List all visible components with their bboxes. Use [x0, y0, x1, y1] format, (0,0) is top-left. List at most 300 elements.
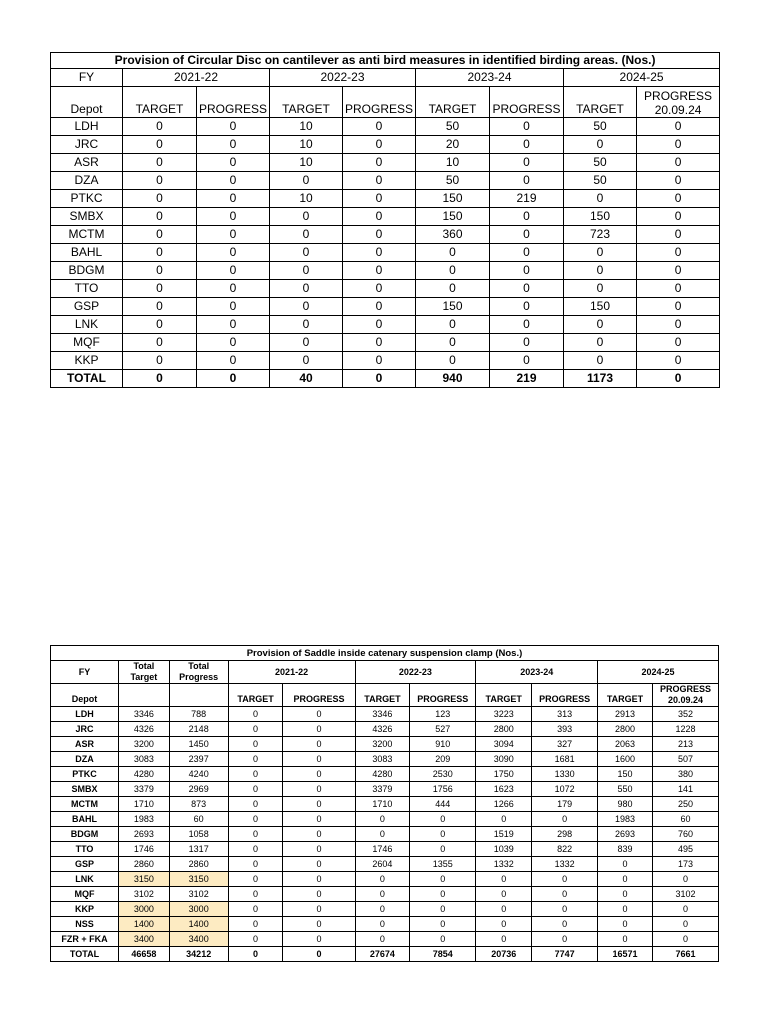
total-value-cell: 0: [283, 947, 355, 962]
total-value-cell: 0: [637, 370, 720, 388]
value-cell: 4326: [355, 722, 410, 737]
value-cell: 0: [637, 262, 720, 280]
depot-name-cell: MQF: [51, 334, 123, 352]
table1-progress-header: PROGRESS: [197, 87, 270, 118]
table-row: [51, 118, 720, 136]
value-cell: 0: [532, 902, 598, 917]
depot-name-cell: KKP: [51, 352, 123, 370]
value-cell: 150: [564, 298, 637, 316]
table-row: [51, 887, 719, 902]
value-cell: 0: [564, 334, 637, 352]
value-cell: 0: [637, 190, 720, 208]
value-cell: 2604: [355, 857, 410, 872]
table1-last-progress-header: PROGRESS 20.09.24: [637, 87, 720, 118]
total-label-cell: TOTAL: [51, 947, 119, 962]
value-cell: 0: [123, 316, 197, 334]
value-cell: 444: [410, 797, 476, 812]
table2-progress-header: PROGRESS: [410, 684, 476, 707]
table2-year-2: 2022-23: [355, 661, 476, 684]
depot-name-cell: GSP: [51, 857, 119, 872]
depot-name-cell: BAHL: [51, 244, 123, 262]
value-cell: 0: [228, 917, 283, 932]
table2-title: Provision of Saddle inside catenary suspension clamp (Nos.): [51, 646, 719, 661]
value-cell: 0: [197, 244, 270, 262]
value-cell: 3200: [119, 737, 170, 752]
table2-total-progress-header: Total Progress: [169, 661, 228, 684]
depot-name-cell: ASR: [51, 737, 119, 752]
value-cell: 10: [270, 154, 343, 172]
table-row: [51, 280, 720, 298]
value-cell: 0: [270, 352, 343, 370]
value-cell: 0: [355, 932, 410, 947]
value-cell: 0: [476, 917, 532, 932]
value-cell: 0: [564, 352, 637, 370]
depot-name-cell: SMBX: [51, 208, 123, 226]
total-value-cell: 20736: [476, 947, 532, 962]
value-cell: 10: [416, 154, 490, 172]
depot-name-cell: BDGM: [51, 827, 119, 842]
depot-name-cell: MCTM: [51, 797, 119, 812]
value-cell: 0: [490, 334, 564, 352]
value-cell: 0: [283, 902, 355, 917]
value-cell: 0: [598, 887, 653, 902]
value-cell: 0: [637, 334, 720, 352]
total-value-cell: 0: [123, 370, 197, 388]
table-row: [51, 872, 719, 887]
value-cell: 0: [490, 280, 564, 298]
table1-year-2: 2022-23: [270, 69, 416, 87]
value-cell: 788: [169, 707, 228, 722]
value-cell: 50: [416, 172, 490, 190]
table-row: [51, 917, 719, 932]
value-cell: 0: [197, 280, 270, 298]
table1-progress-header: PROGRESS: [343, 87, 416, 118]
value-cell: 0: [123, 244, 197, 262]
value-cell: 0: [564, 280, 637, 298]
table-row: [51, 902, 719, 917]
value-cell: 150: [416, 190, 490, 208]
value-cell: 0: [416, 352, 490, 370]
value-cell: 0: [416, 244, 490, 262]
table-row: [51, 737, 719, 752]
value-cell: 0: [490, 172, 564, 190]
saddle-clamp-table: [50, 645, 719, 962]
value-cell: 1710: [355, 797, 410, 812]
value-cell: 2860: [169, 857, 228, 872]
value-cell: 0: [490, 352, 564, 370]
value-cell: 0: [228, 752, 283, 767]
value-cell: 0: [343, 172, 416, 190]
value-cell: 50: [564, 154, 637, 172]
table-row: [51, 752, 719, 767]
table1-target-header: TARGET: [564, 87, 637, 118]
value-cell: 3083: [119, 752, 170, 767]
value-cell: 0: [410, 902, 476, 917]
value-cell: 1332: [532, 857, 598, 872]
table1-target-header: TARGET: [270, 87, 343, 118]
value-cell: 1072: [532, 782, 598, 797]
value-cell: 1400: [119, 917, 170, 932]
total-value-cell: 940: [416, 370, 490, 388]
value-cell: 0: [228, 902, 283, 917]
depot-name-cell: MCTM: [51, 226, 123, 244]
value-cell: 179: [532, 797, 598, 812]
value-cell: 0: [416, 262, 490, 280]
table-row: [51, 172, 720, 190]
value-cell: 0: [598, 857, 653, 872]
value-cell: 1058: [169, 827, 228, 842]
value-cell: 213: [652, 737, 718, 752]
table2-target-header: TARGET: [476, 684, 532, 707]
value-cell: 822: [532, 842, 598, 857]
value-cell: 3000: [169, 902, 228, 917]
value-cell: 0: [355, 887, 410, 902]
value-cell: 0: [476, 872, 532, 887]
value-cell: 0: [343, 334, 416, 352]
table-row: [51, 208, 720, 226]
value-cell: 0: [283, 872, 355, 887]
value-cell: 0: [410, 887, 476, 902]
table-row: [51, 262, 720, 280]
value-cell: 0: [355, 902, 410, 917]
value-cell: 150: [564, 208, 637, 226]
value-cell: 10: [270, 118, 343, 136]
value-cell: 0: [652, 917, 718, 932]
value-cell: 1519: [476, 827, 532, 842]
value-cell: 0: [123, 226, 197, 244]
value-cell: 0: [652, 902, 718, 917]
value-cell: 0: [228, 932, 283, 947]
value-cell: 327: [532, 737, 598, 752]
value-cell: 0: [197, 352, 270, 370]
value-cell: 3223: [476, 707, 532, 722]
value-cell: 141: [652, 782, 718, 797]
value-cell: 3379: [355, 782, 410, 797]
table1-year-1: 2021-22: [123, 69, 270, 87]
value-cell: 2148: [169, 722, 228, 737]
value-cell: 0: [637, 352, 720, 370]
depot-name-cell: BAHL: [51, 812, 119, 827]
value-cell: 150: [416, 298, 490, 316]
value-cell: 0: [532, 887, 598, 902]
value-cell: 1600: [598, 752, 653, 767]
value-cell: 2530: [410, 767, 476, 782]
value-cell: 0: [123, 334, 197, 352]
value-cell: 20: [416, 136, 490, 154]
table1-target-header: TARGET: [416, 87, 490, 118]
value-cell: 0: [228, 812, 283, 827]
value-cell: 2800: [598, 722, 653, 737]
total-row: [51, 370, 720, 388]
value-cell: 3346: [119, 707, 170, 722]
depot-name-cell: JRC: [51, 136, 123, 154]
table1-progress-header: PROGRESS: [490, 87, 564, 118]
value-cell: 0: [197, 334, 270, 352]
value-cell: 0: [270, 244, 343, 262]
value-cell: 2860: [119, 857, 170, 872]
value-cell: 250: [652, 797, 718, 812]
table1-year-4: 2024-25: [564, 69, 720, 87]
value-cell: 0: [637, 280, 720, 298]
value-cell: 0: [490, 118, 564, 136]
value-cell: 1332: [476, 857, 532, 872]
table-row: [51, 352, 720, 370]
value-cell: 0: [564, 190, 637, 208]
value-cell: 0: [490, 316, 564, 334]
value-cell: 0: [343, 262, 416, 280]
value-cell: 0: [598, 902, 653, 917]
value-cell: 1750: [476, 767, 532, 782]
value-cell: 0: [564, 262, 637, 280]
value-cell: 0: [637, 298, 720, 316]
table1-depot-label: Depot: [51, 87, 123, 118]
value-cell: 3102: [652, 887, 718, 902]
table-row: [51, 136, 720, 154]
value-cell: 0: [123, 172, 197, 190]
value-cell: 123: [410, 707, 476, 722]
value-cell: 219: [490, 190, 564, 208]
depot-name-cell: GSP: [51, 298, 123, 316]
value-cell: 0: [123, 190, 197, 208]
value-cell: 0: [355, 827, 410, 842]
table-row: [51, 842, 719, 857]
value-cell: 0: [283, 887, 355, 902]
value-cell: 1355: [410, 857, 476, 872]
value-cell: 50: [416, 118, 490, 136]
total-value-cell: 46658: [119, 947, 170, 962]
value-cell: 980: [598, 797, 653, 812]
value-cell: 0: [197, 262, 270, 280]
value-cell: 0: [343, 316, 416, 334]
value-cell: 0: [532, 872, 598, 887]
value-cell: 3090: [476, 752, 532, 767]
value-cell: 0: [270, 262, 343, 280]
total-value-cell: 0: [343, 370, 416, 388]
value-cell: 0: [123, 118, 197, 136]
value-cell: 839: [598, 842, 653, 857]
value-cell: 0: [476, 812, 532, 827]
value-cell: 3379: [119, 782, 170, 797]
value-cell: 298: [532, 827, 598, 842]
value-cell: 1710: [119, 797, 170, 812]
value-cell: 0: [416, 334, 490, 352]
value-cell: 0: [343, 244, 416, 262]
value-cell: 2969: [169, 782, 228, 797]
table2-empty-header: [119, 684, 170, 707]
table-row: [51, 812, 719, 827]
value-cell: 209: [410, 752, 476, 767]
depot-name-cell: NSS: [51, 917, 119, 932]
value-cell: 0: [532, 932, 598, 947]
value-cell: 0: [490, 208, 564, 226]
table1-title: Provision of Circular Disc on cantilever as anti bird measures in identified birding areas. (Nos.): [51, 53, 720, 69]
value-cell: 0: [410, 842, 476, 857]
value-cell: 393: [532, 722, 598, 737]
value-cell: 0: [343, 352, 416, 370]
value-cell: 0: [283, 782, 355, 797]
value-cell: 0: [652, 872, 718, 887]
table-row: [51, 298, 720, 316]
value-cell: 0: [410, 917, 476, 932]
table2-year-4: 2024-25: [598, 661, 719, 684]
value-cell: 150: [416, 208, 490, 226]
table2-fy-label: FY: [51, 661, 119, 684]
table-row: [51, 857, 719, 872]
value-cell: 0: [490, 262, 564, 280]
value-cell: 1746: [119, 842, 170, 857]
total-value-cell: 1173: [564, 370, 637, 388]
table2-target-header: TARGET: [598, 684, 653, 707]
value-cell: 10: [270, 190, 343, 208]
value-cell: 0: [637, 136, 720, 154]
value-cell: 0: [476, 932, 532, 947]
value-cell: 0: [343, 208, 416, 226]
value-cell: 0: [270, 298, 343, 316]
table-row: [51, 767, 719, 782]
value-cell: 0: [355, 812, 410, 827]
value-cell: 0: [416, 280, 490, 298]
table1-fy-label: FY: [51, 69, 123, 87]
table2-target-header: TARGET: [228, 684, 283, 707]
value-cell: 0: [355, 872, 410, 887]
total-row: [51, 947, 719, 962]
value-cell: 0: [637, 316, 720, 334]
value-cell: 0: [270, 172, 343, 190]
value-cell: 60: [169, 812, 228, 827]
value-cell: 0: [283, 857, 355, 872]
value-cell: 495: [652, 842, 718, 857]
value-cell: 0: [564, 244, 637, 262]
value-cell: 0: [270, 226, 343, 244]
table-row: [51, 797, 719, 812]
total-value-cell: 0: [228, 947, 283, 962]
value-cell: 0: [410, 872, 476, 887]
value-cell: 760: [652, 827, 718, 842]
value-cell: 0: [123, 154, 197, 172]
value-cell: 2913: [598, 707, 653, 722]
value-cell: 0: [270, 208, 343, 226]
value-cell: 2063: [598, 737, 653, 752]
value-cell: 352: [652, 707, 718, 722]
value-cell: 0: [637, 172, 720, 190]
value-cell: 0: [228, 722, 283, 737]
value-cell: 50: [564, 118, 637, 136]
value-cell: 0: [490, 244, 564, 262]
value-cell: 0: [123, 298, 197, 316]
total-value-cell: 40: [270, 370, 343, 388]
table1-year-3: 2023-24: [416, 69, 564, 87]
value-cell: 0: [343, 280, 416, 298]
value-cell: 910: [410, 737, 476, 752]
value-cell: 0: [598, 932, 653, 947]
value-cell: 0: [410, 932, 476, 947]
value-cell: 0: [283, 722, 355, 737]
value-cell: 0: [343, 118, 416, 136]
value-cell: 10: [270, 136, 343, 154]
value-cell: 0: [228, 767, 283, 782]
value-cell: 0: [123, 208, 197, 226]
value-cell: 3346: [355, 707, 410, 722]
value-cell: 0: [343, 226, 416, 244]
depot-name-cell: FZR + FKA: [51, 932, 119, 947]
value-cell: 0: [564, 316, 637, 334]
value-cell: 0: [490, 298, 564, 316]
value-cell: 0: [270, 334, 343, 352]
value-cell: 2693: [598, 827, 653, 842]
table-row: [51, 782, 719, 797]
value-cell: 0: [123, 262, 197, 280]
value-cell: 0: [197, 298, 270, 316]
value-cell: 0: [228, 737, 283, 752]
value-cell: 0: [283, 767, 355, 782]
total-value-cell: 7661: [652, 947, 718, 962]
table-row: [51, 244, 720, 262]
table2-progress-header: PROGRESS: [532, 684, 598, 707]
value-cell: 0: [283, 827, 355, 842]
value-cell: 1983: [598, 812, 653, 827]
depot-name-cell: TTO: [51, 842, 119, 857]
value-cell: 3150: [169, 872, 228, 887]
depot-name-cell: DZA: [51, 752, 119, 767]
value-cell: 873: [169, 797, 228, 812]
value-cell: 0: [343, 154, 416, 172]
value-cell: 0: [197, 190, 270, 208]
depot-name-cell: BDGM: [51, 262, 123, 280]
value-cell: 0: [270, 280, 343, 298]
value-cell: 0: [197, 316, 270, 334]
value-cell: 3400: [119, 932, 170, 947]
table2-depot-label: Depot: [51, 684, 119, 707]
depot-name-cell: LDH: [51, 707, 119, 722]
value-cell: 0: [283, 737, 355, 752]
value-cell: 2397: [169, 752, 228, 767]
depot-name-cell: LDH: [51, 118, 123, 136]
value-cell: 0: [532, 917, 598, 932]
depot-name-cell: LNK: [51, 872, 119, 887]
value-cell: 0: [637, 154, 720, 172]
value-cell: 173: [652, 857, 718, 872]
value-cell: 0: [197, 136, 270, 154]
total-value-cell: 0: [197, 370, 270, 388]
value-cell: 3083: [355, 752, 410, 767]
value-cell: 1450: [169, 737, 228, 752]
value-cell: 313: [532, 707, 598, 722]
value-cell: 0: [598, 917, 653, 932]
value-cell: 3102: [119, 887, 170, 902]
value-cell: 2693: [119, 827, 170, 842]
depot-name-cell: SMBX: [51, 782, 119, 797]
value-cell: 0: [228, 707, 283, 722]
value-cell: 1400: [169, 917, 228, 932]
value-cell: 0: [343, 190, 416, 208]
value-cell: 3094: [476, 737, 532, 752]
total-value-cell: 34212: [169, 947, 228, 962]
value-cell: 550: [598, 782, 653, 797]
value-cell: 0: [123, 136, 197, 154]
table2-progress-header: PROGRESS: [283, 684, 355, 707]
depot-name-cell: MQF: [51, 887, 119, 902]
total-value-cell: 219: [490, 370, 564, 388]
table-row: [51, 154, 720, 172]
value-cell: 0: [532, 812, 598, 827]
value-cell: 0: [410, 812, 476, 827]
value-cell: 1756: [410, 782, 476, 797]
table2-year-1: 2021-22: [228, 661, 355, 684]
value-cell: 0: [343, 136, 416, 154]
value-cell: 50: [564, 172, 637, 190]
table2-empty-header: [169, 684, 228, 707]
table-row: [51, 226, 720, 244]
